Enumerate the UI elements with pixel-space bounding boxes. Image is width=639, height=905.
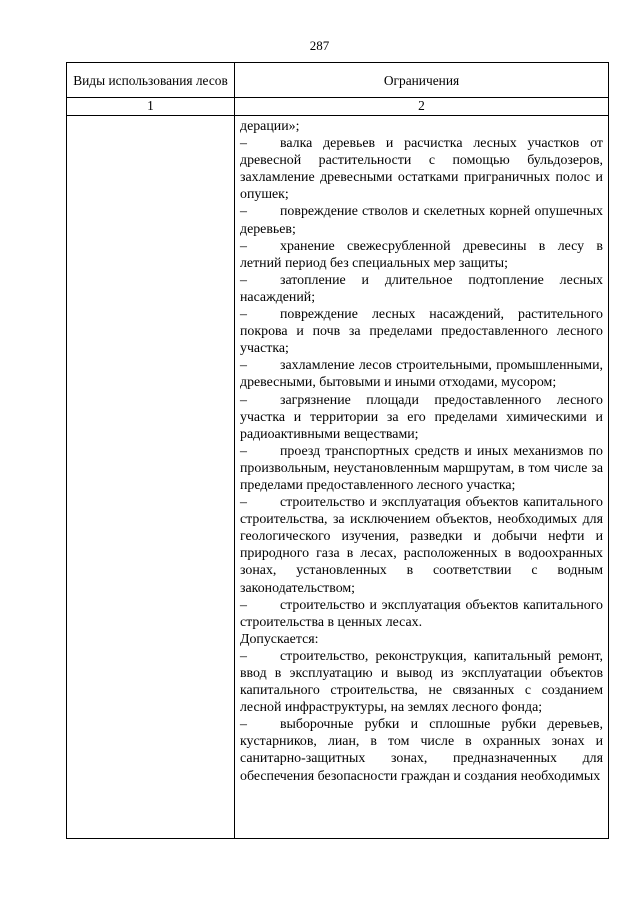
allowed-list-item — [240, 648, 603, 716]
list-item — [240, 203, 603, 237]
table-header-row — [67, 63, 609, 98]
list-item — [240, 135, 603, 203]
list-item-text: повреждение лесных насаждений, растительного покрова и почв за пределами предоставленного лесного участка; — [240, 307, 603, 357]
allowed-list-item — [240, 716, 603, 784]
list-item-text: строительство и эксплуатация объектов капитального строительства в ценных лесах. — [240, 597, 603, 630]
dash-marker: – — [240, 204, 247, 220]
restrictions-text — [235, 116, 608, 785]
dash-marker: – — [240, 307, 247, 323]
list-item-text: повреждение стволов и скелетных корней опушечных деревьев; — [240, 204, 603, 237]
list-item — [240, 443, 603, 494]
forest-use-cell — [67, 116, 235, 839]
list-item-text: выборочные рубки и сплошные рубки деревьев, кустарников, лиан, в том числе в охранных зонах и санитарно-защитных зонах, предназначенных для обеспечения безопасности граждан и создания необходимых — [240, 717, 603, 784]
list-item — [240, 494, 603, 597]
list-item — [240, 272, 603, 306]
dash-marker: – — [240, 495, 247, 511]
lead-text: дерации»; — [240, 119, 300, 134]
list-item-text: загрязнение площади предоставленного лесного участка и территории за его пределами химическими и радиоактивными веществами; — [240, 392, 603, 442]
dash-marker: – — [240, 272, 247, 288]
restrictions-table — [66, 62, 609, 839]
list-item-text: строительство и эксплуатация объектов капитального строительства, за исключением объектов, необходимых для геологического изучения, разведки и добычи нефти и природного газа в лесах, расположенных в водоохранных зонах, установленных в соответствии с водным законодательством; — [240, 495, 603, 596]
list-item — [240, 392, 603, 443]
dash-marker: – — [240, 443, 247, 459]
allowed-heading: Допускается: — [240, 631, 319, 647]
page-number: 287 — [309, 38, 330, 53]
header-restrictions: Ограничения — [235, 63, 609, 98]
dash-marker: – — [240, 717, 247, 733]
column-number-2: 2 — [235, 98, 609, 116]
dash-marker: – — [240, 358, 247, 374]
list-item-text: затопление и длительное подтопление лесных насаждений; — [240, 272, 603, 305]
column-number-1: 1 — [67, 98, 235, 116]
dash-marker: – — [240, 392, 247, 408]
list-item-text: хранение свежесрубленной древесины в лесу в летний период без специальных мер защиты; — [240, 238, 603, 271]
dash-marker: – — [240, 648, 247, 664]
allowed-list — [240, 648, 603, 785]
dash-marker: – — [240, 136, 247, 152]
header-forest-use-types: Виды использования лесов — [67, 63, 235, 98]
list-item-text: строительство, реконструкция, капитальный ремонт, ввод в эксплуатацию и вывод из эксплуатации объектов капитального строительства, не связанных с созданием лесной инфраструктуры, на землях лесного фонда; — [240, 648, 603, 716]
list-item-text: захламление лесов строительными, промышленными, древесными, бытовыми и иными отходами, мусором; — [240, 358, 603, 391]
dash-marker: – — [240, 597, 247, 613]
list-item — [240, 357, 603, 391]
list-item — [240, 238, 603, 272]
list-item-text: проезд транспортных средств и иных механизмов по произвольным, неустановленным маршрутам, в том числе за пределами предоставленного лесного участка; — [240, 443, 603, 493]
list-item — [240, 306, 603, 357]
restrictions-cell — [235, 116, 609, 839]
list-item-text: валка деревьев и расчистка лесных участков от древесной растительности с помощью бульдозеров, захламление древесными остатками приграничных полос и опушек; — [240, 136, 603, 203]
table-row — [67, 116, 609, 839]
list-item — [240, 597, 603, 631]
restrictions-list — [240, 135, 603, 631]
dash-marker: – — [240, 238, 247, 254]
column-number-row — [67, 98, 609, 116]
